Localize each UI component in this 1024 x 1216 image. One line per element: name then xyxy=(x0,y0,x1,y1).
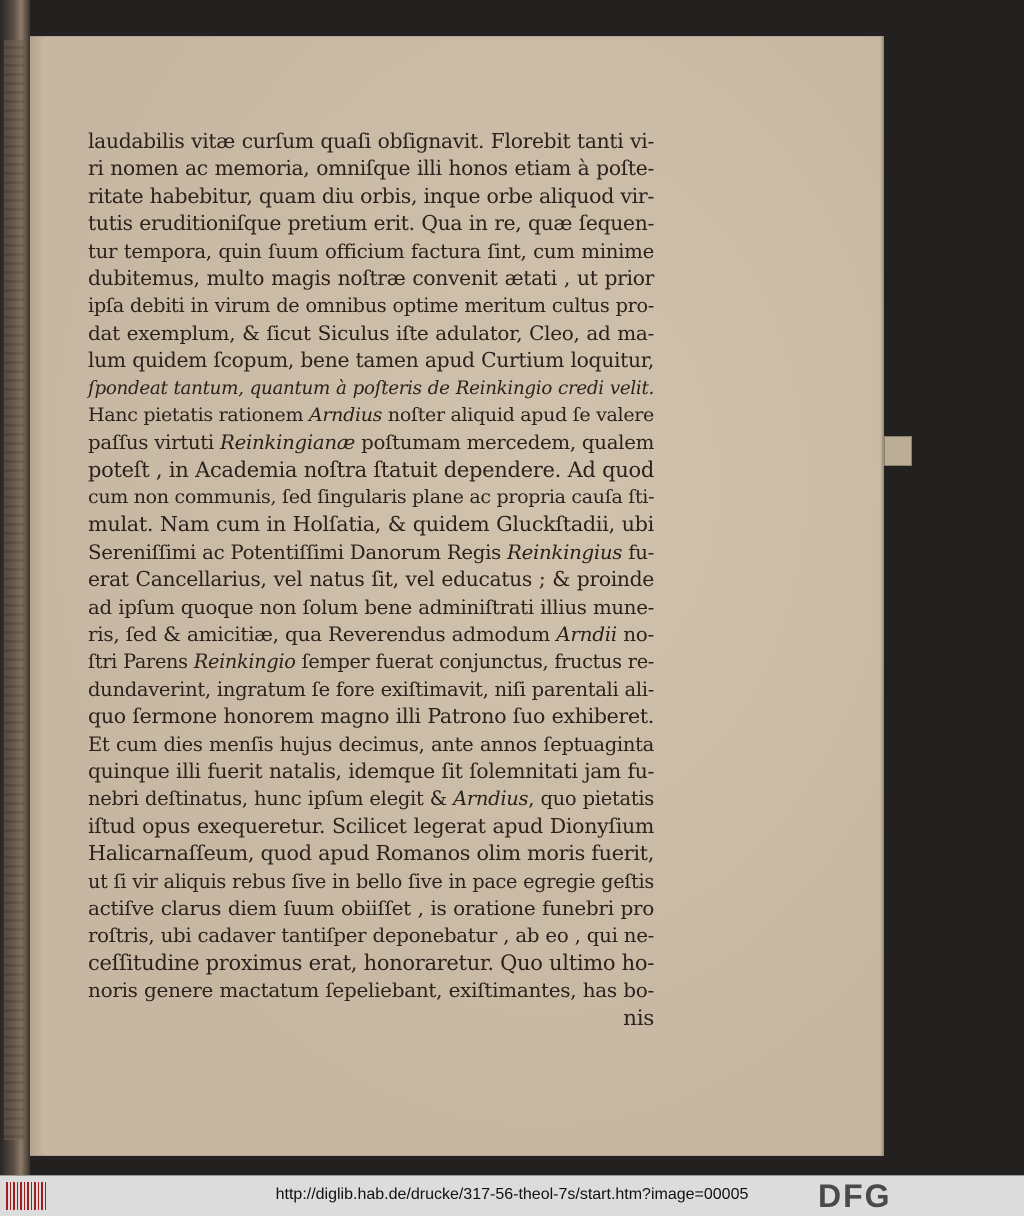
text-line xyxy=(88,922,654,949)
italic-name-text: Arndius xyxy=(308,403,383,426)
italic-name-text: Arndii xyxy=(556,622,617,647)
line-text: actiſve clarus diem ſuum obiiſſet , is oratione funebri pro xyxy=(88,895,654,920)
line-text: no- xyxy=(616,622,654,647)
text-line xyxy=(88,676,654,703)
text-line xyxy=(88,347,654,374)
line-text: laudabilis vitæ curſum quaſi obſignavit. Florebit tanti vi- xyxy=(88,129,654,153)
line-text: iſtud opus exequeretur. Scilicet legerat apud Dionyſium xyxy=(88,813,654,838)
line-text: , quo pietatis xyxy=(528,787,654,811)
italic-name-text: Reinkingio xyxy=(193,650,296,674)
line-text: dundaverint, ingratum ſe fore exiſtimavit, niſi parentali ali- xyxy=(88,677,654,701)
text-line xyxy=(88,402,654,429)
text-line xyxy=(88,840,654,867)
line-text: tutis eruditioniſque pretium erit. Qua in re, quæ ſequen- xyxy=(88,211,654,236)
italic-name-text: Reinkingianæ xyxy=(220,431,356,455)
text-line xyxy=(88,758,654,785)
line-text: fu- xyxy=(622,540,654,564)
line-text: dubitemus, multo magis noſtræ convenit ætati , ut prior xyxy=(88,265,654,290)
text-line xyxy=(88,813,654,840)
line-text: Hanc pietatis rationem xyxy=(88,403,309,426)
text-line xyxy=(88,566,654,593)
text-line xyxy=(88,731,654,758)
line-text: ut ſi vir aliquis rebus ſive in bello ſive in pace egregie geſtis xyxy=(88,869,654,893)
text-line xyxy=(88,238,654,265)
line-text: nebri deſtinatus, hunc ipſum elegit & xyxy=(88,787,454,811)
italic-name-text: ſpondeat tantum, quantum à poſteris de Reinkingio credi velit. xyxy=(88,377,654,399)
viewer-footer xyxy=(0,1175,1024,1216)
text-line xyxy=(88,785,654,812)
line-text: ri nomen ac memoria, omniſque illi honos etiam à poſte- xyxy=(88,156,654,181)
line-text: erat Cancellarius, vel natus ſit, vel educatus ; & proinde xyxy=(88,567,654,592)
line-text: ſtri Parens xyxy=(88,650,194,674)
italic-name-text: Reinkingius xyxy=(507,540,623,564)
line-text: noris genere mactatum ſepeliebant, exiſtimantes, has bo- xyxy=(88,978,654,1003)
text-line xyxy=(88,511,654,538)
line-text: cum non communis, ſed ſingularis plane ac propria cauſa ſti- xyxy=(88,486,655,509)
line-text: poſtumam mercedem, qualem xyxy=(355,431,655,455)
book-page xyxy=(30,36,884,1156)
text-line xyxy=(88,210,654,237)
text-line xyxy=(88,375,654,402)
facing-page-edge xyxy=(4,40,24,1140)
italic-name-text: Arndius xyxy=(453,787,529,811)
page-text-block xyxy=(88,128,654,1032)
text-line xyxy=(88,292,654,319)
text-line xyxy=(88,155,654,182)
text-line xyxy=(88,868,654,895)
line-text: quinque illi fuerit natalis, idemque ſit ſolemnitati jam fu- xyxy=(88,758,654,783)
line-text: Sereniſſimi ac Potentiſſimi Danorum Regis xyxy=(88,540,508,564)
text-line xyxy=(88,703,654,730)
line-text: poteſt , in Academia noſtra ſtatuit dependere. Ad quod xyxy=(88,457,654,482)
text-line xyxy=(88,484,654,511)
line-text: paſſus virtuti xyxy=(88,431,221,455)
line-text: lum quidem ſcopum, bene tamen apud Curtium loquitur, xyxy=(88,348,654,373)
line-text: mulat. Nam cum in Holſatia, & quidem Gluckſtadii, ubi xyxy=(88,512,654,537)
line-text: ceſſitudine proximus erat, honoraretur. Quo ultimo ho- xyxy=(88,950,654,975)
page-tab-marker xyxy=(884,436,912,466)
text-line xyxy=(88,895,654,922)
line-text: ipſa debiti in virum de omnibus optime meritum cultus pro- xyxy=(88,294,654,318)
text-line xyxy=(88,950,654,977)
dfg-logo: DFG xyxy=(818,1178,892,1214)
line-text: ris, ſed & amicitiæ, qua Reverendus admodum xyxy=(88,622,557,647)
text-line xyxy=(88,457,654,484)
text-line xyxy=(88,265,654,292)
catchword: nis xyxy=(623,1005,654,1031)
text-line xyxy=(88,621,654,648)
line-text: Halicarnaſſeum, quod apud Romanos olim moris fuerit, xyxy=(88,841,654,866)
text-line xyxy=(88,128,654,155)
text-line xyxy=(88,429,654,456)
line-text: ritate habebitur, quam diu orbis, inque orbe aliquod vir- xyxy=(88,183,654,208)
line-text: roſtris, ubi cadaver tantiſper deponebatur , ab eo , qui ne- xyxy=(88,924,654,948)
text-line xyxy=(88,648,654,675)
text-line xyxy=(88,320,654,347)
text-line xyxy=(88,977,654,1004)
text-line xyxy=(88,539,654,566)
line-text: tur tempora, quin ſuum officium factura ſint, cum minime xyxy=(88,239,654,263)
text-line xyxy=(88,183,654,210)
line-text: ſemper fuerat conjunctus, fructus re- xyxy=(295,650,654,674)
line-text: noſter aliquid apud ſe valere xyxy=(382,403,655,426)
source-url[interactable]: http://diglib.hab.de/drucke/317-56-theol-7s/start.htm?image=00005 xyxy=(275,1186,749,1203)
line-text: quo ſermone honorem magno illi Patrono ſuo exhiberet. xyxy=(88,704,654,729)
text-line xyxy=(88,594,654,621)
line-text: Et cum dies menſis hujus decimus, ante annos ſeptuaginta xyxy=(88,732,654,756)
book-spine-edge xyxy=(0,0,30,1175)
line-text: dat exemplum, & ſicut Siculus iſte adulator, Cleo, ad ma- xyxy=(88,320,654,345)
line-text: ad ipſum quoque non ſolum bene adminiſtrati illius mune- xyxy=(88,595,654,619)
